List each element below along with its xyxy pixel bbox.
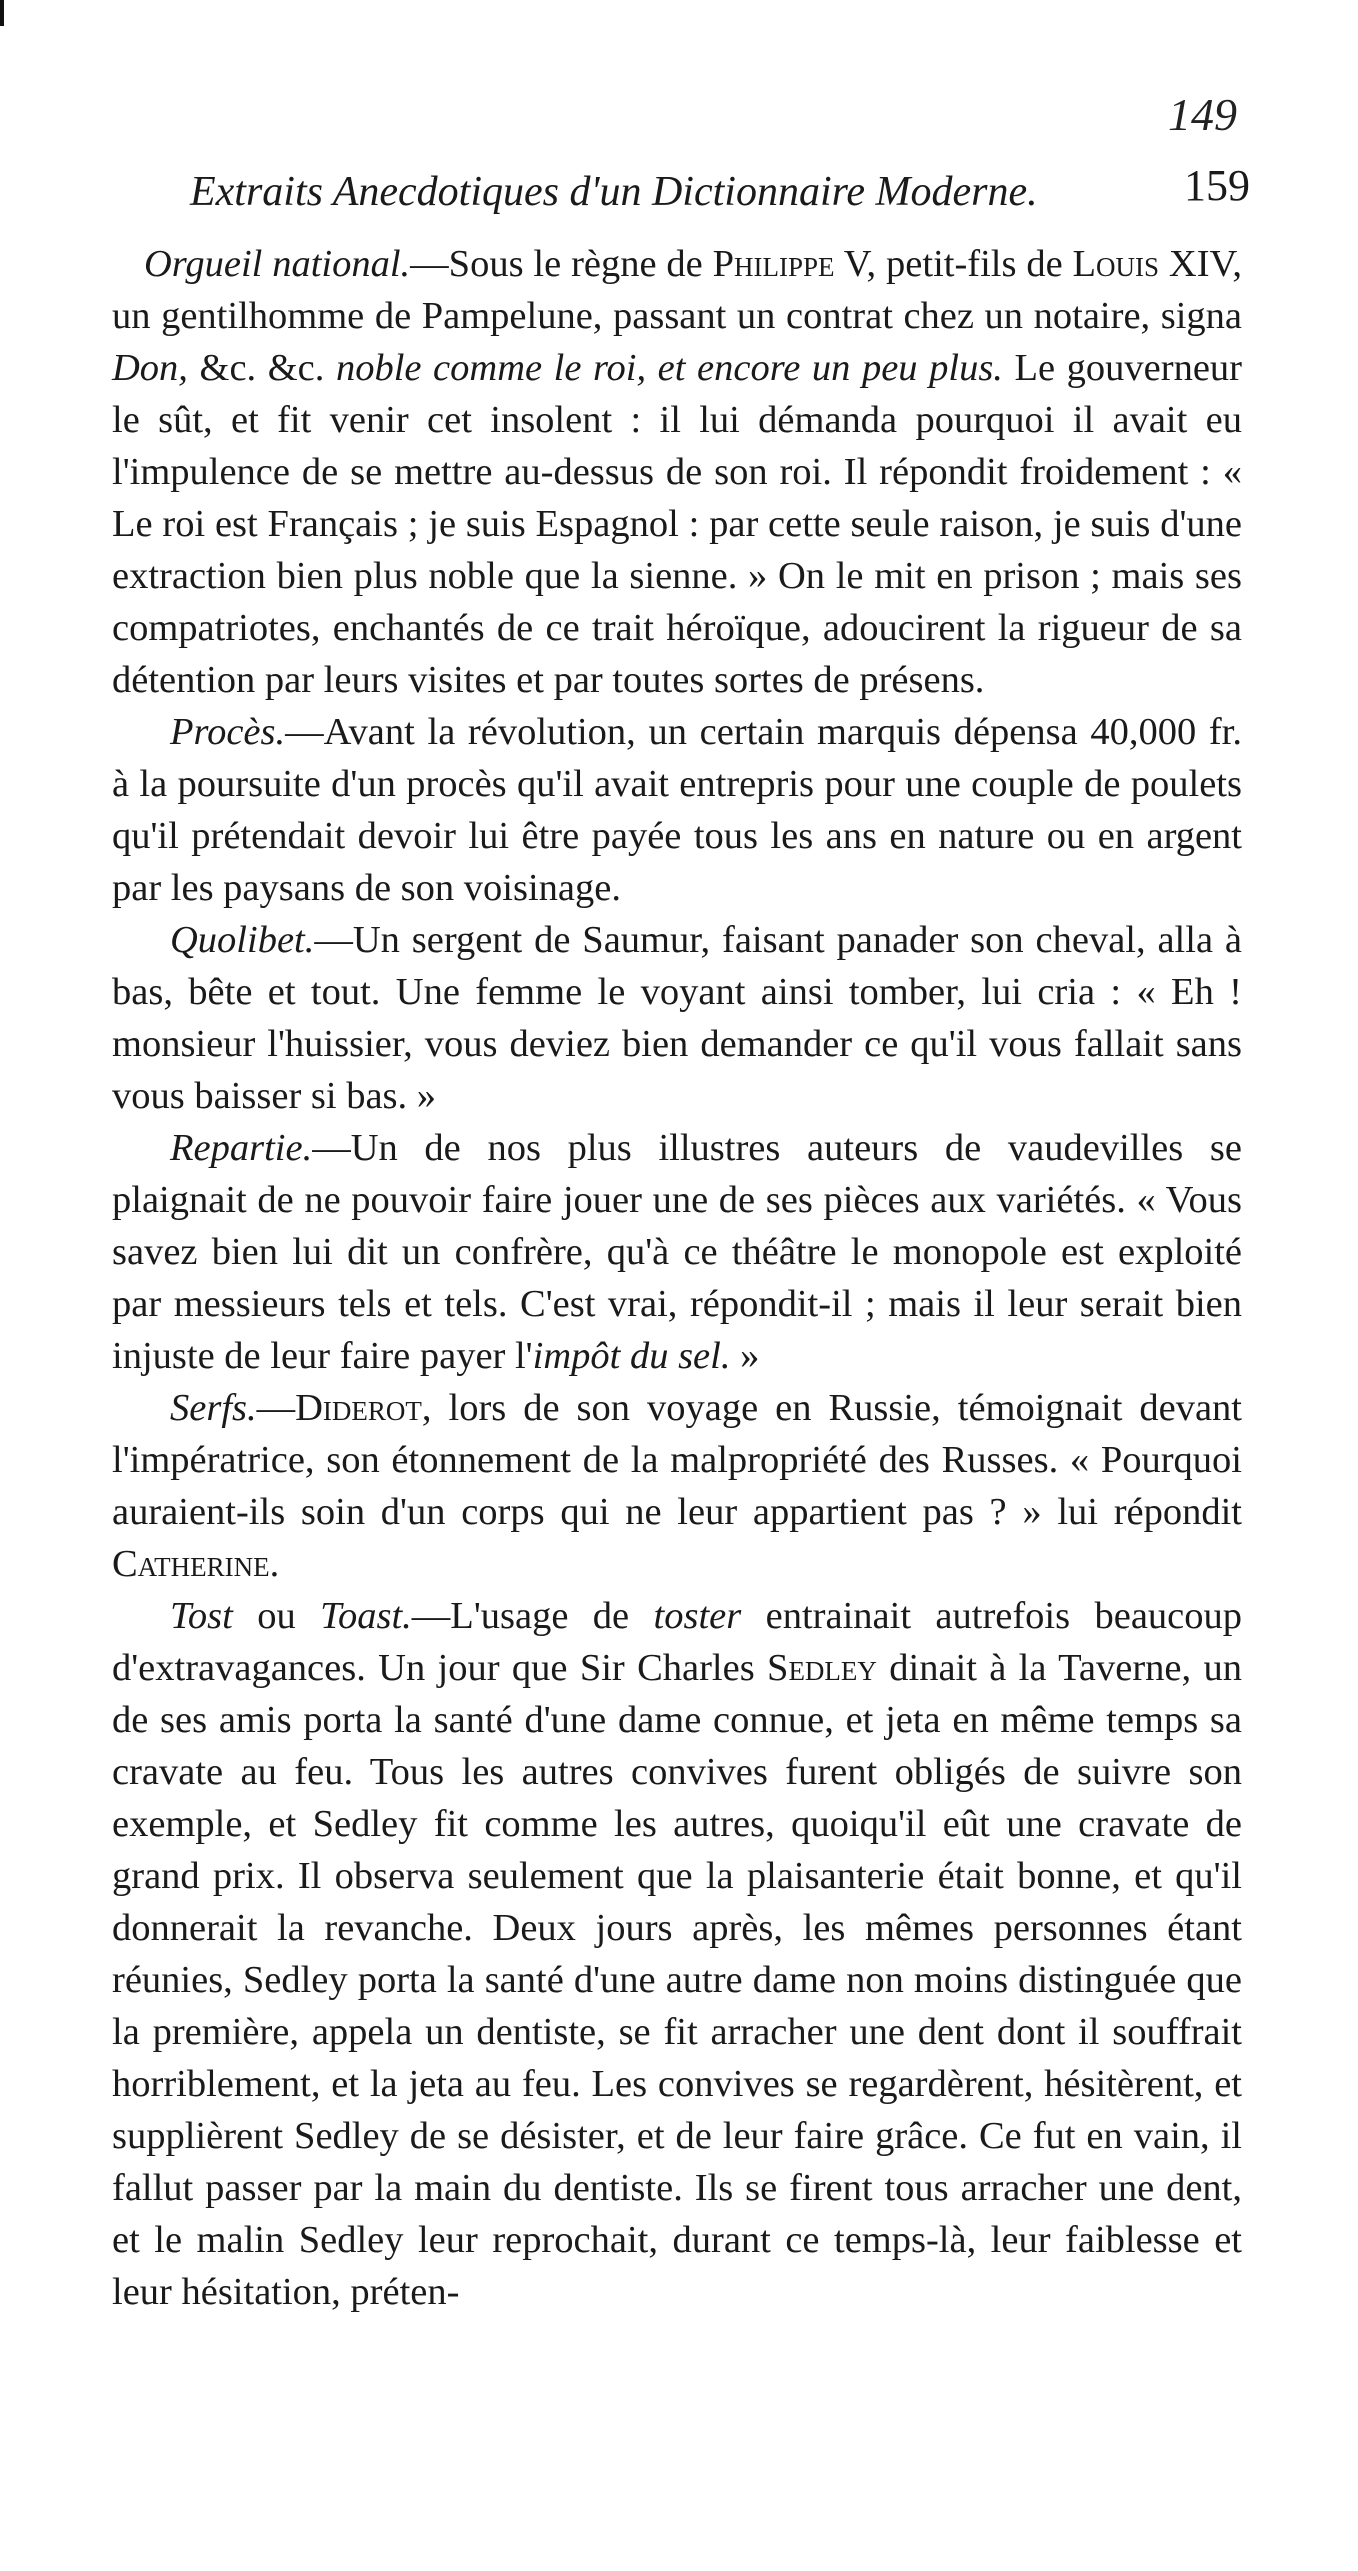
entry-term: Procès. <box>170 711 286 753</box>
entry-term: Orgueil national. <box>144 243 411 285</box>
entry-text: —Sous le règne de <box>410 243 713 285</box>
entry-text: Le gouverneur le sût, et fit venir cet insolent : il lui démanda pourquoi il avait eu l'impulence de se mettre au-dessus de son roi. Il répondit froidement : « Le roi est Français ; je suis Espagnol : par cette seule raison, je suis d'une extraction bien plus noble que la sienne. » On le mit en prison ; mais ses compatriotes, enchantés de ce trait héroïque, adoucirent la rigueur de sa détention par leurs visites et par toutes sortes de présens. <box>112 347 1242 701</box>
entry-text: , lors de son voyage en Russie, témoignait devant l'impératrice, son étonnement de la malpropriété des Russes. « Pourquoi auraient-ils soin d'un corps qui ne leur appartient pas ? » lui répondit <box>112 1387 1242 1533</box>
dictionary-entry <box>112 706 1242 914</box>
printed-folio: 159 <box>1184 161 1250 210</box>
entry-text: —Avant la révolution, un certain marquis dépensa 40,000 fr. à la poursuite d'un procès qu'il avait entrepris pour une couple de poulets qu'il prétendait devoir lui être payée tous les ans en nature ou en argent par les paysans de son voisinage. <box>112 711 1242 909</box>
edge-mark <box>0 0 4 26</box>
entry-text: ou <box>232 1595 321 1637</box>
entry-term: Quolibet. <box>170 919 315 961</box>
entry-text: entrainait autrefois beaucoup d'extravagances. Un jour que Sir Charles <box>112 1595 1243 1689</box>
handwritten-folio: 149 <box>1168 89 1237 140</box>
running-head-title: Extraits Anecdotiques d'un Dictionnaire Moderne. <box>190 169 1038 215</box>
entry-term: Serfs. <box>170 1387 257 1429</box>
entry-text: — <box>256 1387 296 1429</box>
entry-text: » <box>730 1335 760 1377</box>
proper-name: Philippe <box>712 243 835 285</box>
proper-name: Diderot <box>295 1387 422 1429</box>
dictionary-entry <box>112 238 1242 706</box>
italic-text: Toast. <box>320 1595 412 1637</box>
dictionary-entry <box>112 1382 1242 1590</box>
dictionary-entry <box>112 914 1242 1122</box>
entry-text: —Un de nos plus illustres auteurs de vaudevilles se plaignait de ne pouvoir faire jouer une de ses pièces aux variétés. « Vous savez bien lui dit un confrère, qu'à ce théâtre le monopole est exploité par messieurs tels et tels. C'est vrai, répondit-il ; mais il leur serait bien injuste de leur faire payer l' <box>112 1127 1242 1377</box>
proper-name: Louis <box>1072 243 1160 285</box>
entry-text: V, petit-fils de <box>834 243 1073 285</box>
entry-term: Repartie. <box>170 1127 313 1169</box>
entry-term: Tost <box>170 1595 233 1637</box>
entry-text: . <box>269 1543 280 1585</box>
dictionary-entry <box>112 1122 1242 1382</box>
entry-text: &c. &c. <box>187 347 336 389</box>
proper-name: Sedley <box>767 1647 877 1689</box>
italic-text: noble comme le roi, et encore un peu plus. <box>335 347 1003 389</box>
proper-name: Catherine <box>112 1543 270 1585</box>
page-body <box>112 238 1242 2318</box>
entry-text: XIV, un gentilhomme de Pampelune, passant un contrat chez un notaire, signa <box>112 243 1243 337</box>
entry-text: —L'usage de <box>411 1595 654 1637</box>
entry-text: dinait à la Taverne, un de ses amis porta la santé d'une dame connue, et jeta en même temps sa cravate au feu. Tous les autres convives furent obligés de suivre son exemple, et Sedley fit comme les autres, quoiqu'il eût une cravate de grand prix. Il observa seulement que la plaisanterie était bonne, et qu'il donnerait la revanche. Deux jours après, les mêmes personnes étant réunies, Sedley porta la santé d'une autre dame non moins distinguée que la première, appela un dentiste, se fit arracher une dent dont il souffrait horriblement, et la jeta au feu. Les convives se regardèrent, hésitèrent, et supplièrent Sedley de se désister, et de leur faire grâce. Ce fut en vain, il fallut passer par la main du dentiste. Ils se firent tous arracher une dent, et le malin Sedley leur reprochait, durant ce temps-là, leur faiblesse et leur hésitation, préten- <box>112 1647 1242 2313</box>
italic-text: impôt du sel. <box>532 1335 731 1377</box>
running-head <box>190 161 1250 216</box>
italic-text: Don, <box>112 347 188 389</box>
entry-text: —Un sergent de Saumur, faisant panader son cheval, alla à bas, bête et tout. Une femme le voyant ainsi tomber, lui cria : « Eh ! monsieur l'huissier, vous deviez bien demander ce qu'il vous fallait sans vous baisser si bas. » <box>112 919 1242 1117</box>
italic-text: toster <box>653 1595 742 1637</box>
dictionary-entry <box>112 1590 1242 2318</box>
